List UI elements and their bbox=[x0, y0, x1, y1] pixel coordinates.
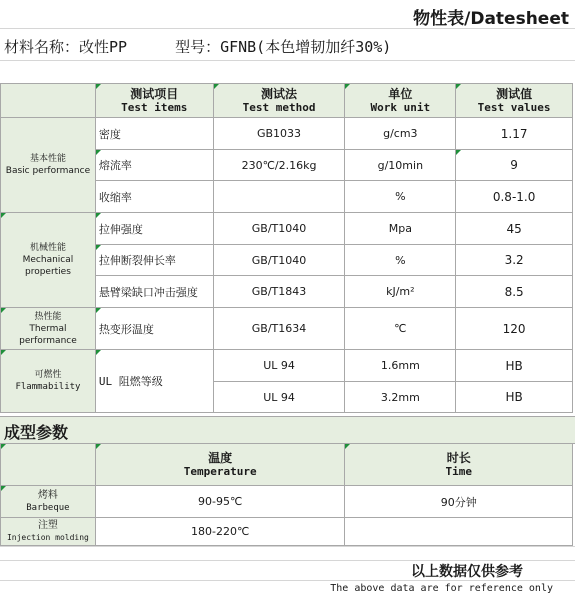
item-cell: 拉伸强度 bbox=[95, 213, 213, 245]
molding-section-header bbox=[0, 416, 575, 444]
category-thermal: 热性能 Thermal performance bbox=[1, 308, 96, 350]
method-cell: GB1033 bbox=[213, 118, 345, 150]
header-time: 时长 Time bbox=[345, 444, 573, 486]
unit-cell: ℃ bbox=[345, 308, 456, 350]
item-cell: 密度 bbox=[95, 118, 213, 150]
reference-note: 以上数据仅供参考 bbox=[411, 564, 523, 580]
item-cell: 收缩率 bbox=[95, 181, 213, 213]
header-test-method: 测试法 Test method bbox=[213, 84, 345, 118]
method-cell: UL 94 bbox=[213, 382, 345, 413]
category-basic: 基本性能 Basic performance bbox=[1, 118, 96, 213]
value-cell: 9 bbox=[456, 150, 573, 181]
method-cell: GB/T1843 bbox=[213, 276, 345, 308]
value-cell: 0.8-1.0 bbox=[456, 181, 573, 213]
unit-cell: % bbox=[345, 245, 456, 276]
item-cell: UL 阻燃等级 bbox=[95, 350, 213, 413]
value-cell: HB bbox=[456, 350, 573, 382]
method-cell: GB/T1040 bbox=[213, 213, 345, 245]
header-test-items: 测试项目 Test items bbox=[95, 84, 213, 118]
value-cell: 120 bbox=[456, 308, 573, 350]
category-mechanical: 机械性能 Mechanical properties bbox=[1, 213, 96, 308]
molding-table bbox=[0, 443, 573, 546]
molding-row-label: 注塑 Injection molding bbox=[1, 518, 96, 546]
value-cell: 45 bbox=[456, 213, 573, 245]
properties-table bbox=[0, 83, 573, 413]
time-cell bbox=[345, 518, 573, 546]
material-name: 材料名称：改性PP bbox=[4, 38, 128, 56]
header-unit: 单位 Work unit bbox=[345, 84, 456, 118]
temperature-cell: 180-220℃ bbox=[95, 518, 345, 546]
blank-corner-cell bbox=[1, 84, 96, 118]
material-line bbox=[4, 36, 391, 57]
table-row bbox=[1, 213, 573, 245]
unit-cell: kJ/m² bbox=[345, 276, 456, 308]
item-cell: 拉伸断裂伸长率 bbox=[95, 245, 213, 276]
blank-corner-cell bbox=[1, 444, 96, 486]
table-row bbox=[1, 518, 573, 546]
value-cell: 1.17 bbox=[456, 118, 573, 150]
molding-section-title: 成型参数 bbox=[4, 423, 69, 442]
unit-cell: g/10min bbox=[345, 150, 456, 181]
method-cell: GB/T1040 bbox=[213, 245, 345, 276]
table-row bbox=[1, 118, 573, 150]
material-model: 型号：GFNB(本色增韧加纤30%) bbox=[175, 38, 392, 56]
unit-cell: Mpa bbox=[345, 213, 456, 245]
category-flammability: 可燃性 Flammability bbox=[1, 350, 96, 413]
value-cell: HB bbox=[456, 382, 573, 413]
header-temperature: 温度 Temperature bbox=[95, 444, 345, 486]
method-cell bbox=[213, 181, 345, 213]
item-cell: 熔流率 bbox=[95, 150, 213, 181]
unit-cell: 3.2mm bbox=[345, 382, 456, 413]
value-cell: 3.2 bbox=[456, 245, 573, 276]
item-cell: 热变形温度 bbox=[95, 308, 213, 350]
method-cell: 230℃/2.16kg bbox=[213, 150, 345, 181]
header-test-values: 测试值 Test values bbox=[456, 84, 573, 118]
temperature-cell: 90-95℃ bbox=[95, 486, 345, 518]
time-cell: 90分钟 bbox=[345, 486, 573, 518]
reference-note-english: The above data are for reference only bbox=[330, 583, 553, 594]
table-row bbox=[1, 350, 573, 382]
unit-cell: 1.6mm bbox=[345, 350, 456, 382]
molding-row-label: 烤料 Barbeque bbox=[1, 486, 96, 518]
unit-cell: % bbox=[345, 181, 456, 213]
method-cell: GB/T1634 bbox=[213, 308, 345, 350]
page-title: 物性表/Datesheet bbox=[413, 9, 569, 29]
table-row bbox=[1, 308, 573, 350]
item-cell: 悬臂梁缺口冲击强度 bbox=[95, 276, 213, 308]
table-row bbox=[1, 486, 573, 518]
method-cell: UL 94 bbox=[213, 350, 345, 382]
unit-cell: g/cm3 bbox=[345, 118, 456, 150]
value-cell: 8.5 bbox=[456, 276, 573, 308]
